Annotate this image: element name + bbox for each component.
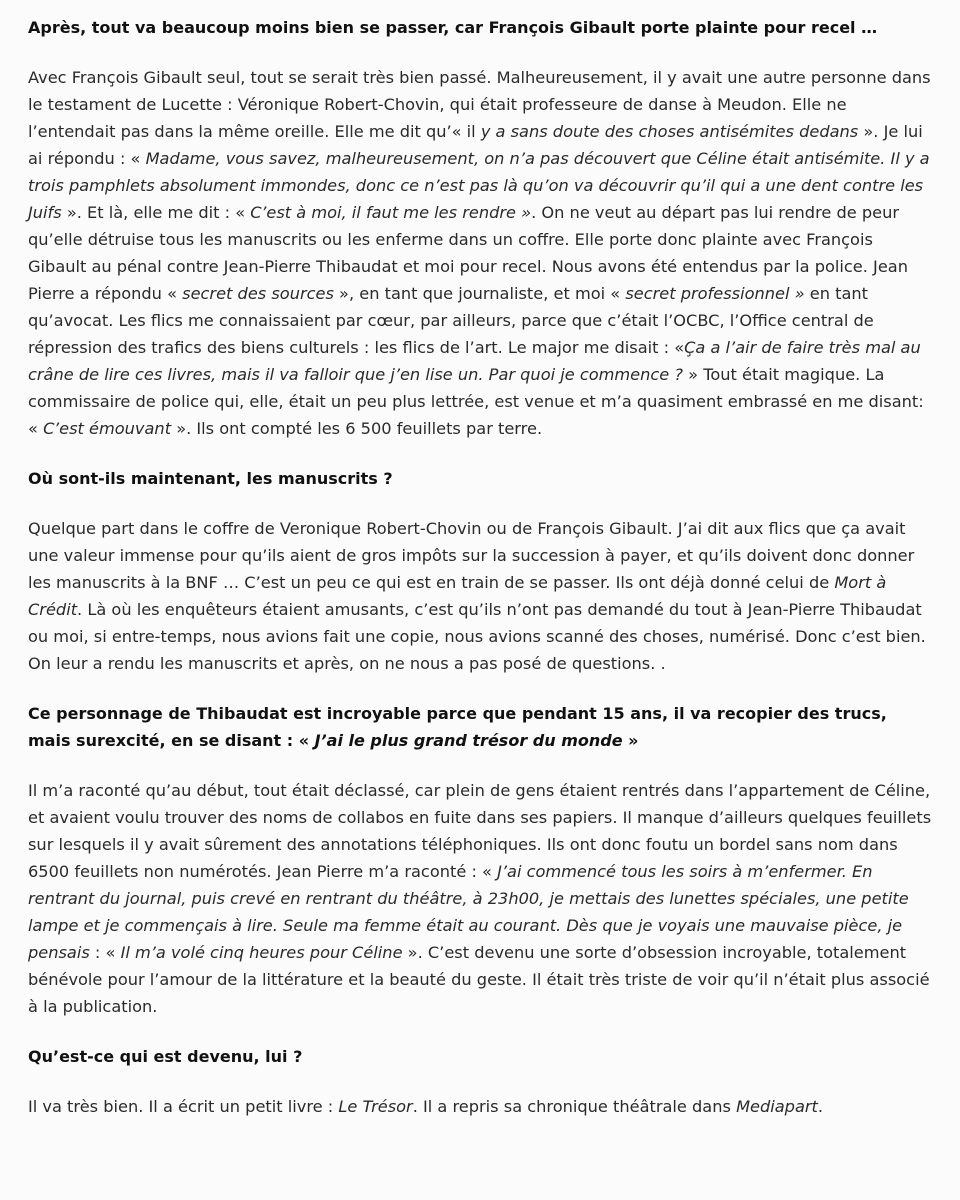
quote-text: J’ai commencé tous les soirs à m’enfermer. En rentrant du journal, puis crevé en rentrant du théâtre, à 23h00, je mettais des lunettes spéciales, une petite lampe et je commençais à lire. Seule ma femme était au courant. Dès que je voyais une mauvaise pièce, je pensais — [28, 862, 909, 962]
quote-text: Madame, vous savez, malheureusement, on n’a pas découvert que Céline était antisémite. Il y a trois pamphlets absolument immondes, donc ce n’est pas là qu’on va découvrir qu’il qui a une dent contre les Juifs — [28, 149, 930, 222]
interview-answer-3 — [28, 777, 932, 1020]
question-text: Ce personnage de Thibaudat est incroyable parce que pendant 15 ans, il va recopier des trucs, mais surexcité, en se disant : « — [28, 704, 887, 750]
answer-text: ». Ils ont compté les 6 500 feuillets par terre. — [171, 419, 543, 438]
interview-answer-4 — [28, 1093, 932, 1120]
answer-text: Avec François Gibault seul, tout se serait très bien passé. Malheureusement, il y avait une autre personne dans le testament de Lucette : Véronique Robert-Chovin, qui était professeure de danse à Meudon. Elle ne l’entendait pas dans la même oreille. Elle me dit qu’« il — [28, 68, 931, 141]
quote-text: J’ai le plus grand trésor du monde — [314, 731, 623, 750]
interview-question-1 — [28, 14, 932, 41]
interview-answer-2 — [28, 515, 932, 677]
publication-name: Mediapart — [736, 1097, 818, 1116]
answer-text: Il m’a raconté qu’au début, tout était déclassé, car plein de gens étaient rentrés dans l’appartement de Céline, et avaient voulu trouver des noms de collabos en fuite dans ses papiers. Il manque d’ailleurs quelques feuillets sur lesquels il y avait sûrement des annotations téléphoniques. Ils ont donc foutu un bordel sans nom dans 6500 feuillets non numérotés. Jean Pierre m’a raconté : « — [28, 781, 932, 881]
question-text: Après, tout va beaucoup moins bien se passer, car François Gibault porte plainte pour recel … — [28, 18, 878, 37]
answer-text: : « — [89, 943, 121, 962]
answer-text: », en tant que journaliste, et moi « — [333, 284, 626, 303]
question-text: Qu’est-ce qui est devenu, lui ? — [28, 1047, 303, 1066]
quote-text: y a sans doute des choses antisémites dedans — [480, 122, 859, 141]
question-text: » — [622, 731, 639, 750]
interview-question-2 — [28, 465, 932, 492]
answer-text: ». Et là, elle me dit : « — [61, 203, 251, 222]
quote-text: secret des sources — [182, 284, 334, 303]
answer-text: Quelque part dans le coffre de Veronique Robert-Chovin ou de François Gibault. J’ai dit aux flics que ça avait une valeur immense pour qu’ils aient de gros impôts sur la succession à payer, et qu’ils doivent donc donner les manuscrits à la BNF … C’est un peu ce qui est en train de se passer. Ils ont déjà donné celui de — [28, 519, 915, 592]
book-title: Le Trésor — [338, 1097, 413, 1116]
answer-text: ». C’est devenu une sorte d’obsession incroyable, totalement bénévole pour l’amour de la littérature et la beauté du geste. Il était très triste de voir qu’il n’était plus associé à la publication. — [28, 943, 930, 1016]
answer-text: . Il a repris sa chronique théâtrale dans — [412, 1097, 737, 1116]
interview-question-4 — [28, 1043, 932, 1070]
quote-text: C’est à moi, il faut me les rendre » — [250, 203, 532, 222]
quote-text: C’est émouvant — [43, 419, 172, 438]
question-text: Où sont-ils maintenant, les manuscrits ? — [28, 469, 393, 488]
book-title: Mort à Crédit — [28, 573, 887, 619]
answer-text: . On ne veut au départ pas lui rendre de peur qu’elle détruise tous les manuscrits ou les enferme dans un coffre. Elle porte donc plainte avec François Gibault au pénal contre Jean-Pierre Thibaudat et moi pour recel. Nous avons été entendus par la police. Jean Pierre a répondu « — [28, 203, 908, 303]
answer-text: ». Je lui ai répondu : « — [28, 122, 923, 168]
quote-text: Il m’a volé cinq heures pour Céline — [120, 943, 403, 962]
quote-text: Ça a l’air de faire très mal au crâne de lire ces livres, mais il va falloir que j’en lise un. Par quoi je commence ? — [28, 338, 921, 384]
interview-question-3 — [28, 700, 932, 754]
quote-text: secret professionnel » — [625, 284, 805, 303]
answer-text: Il va très bien. Il a écrit un petit livre : — [28, 1097, 339, 1116]
interview-answer-1 — [28, 64, 932, 442]
answer-text: . — [817, 1097, 824, 1116]
answer-text: » Tout était magique. La commissaire de police qui, elle, était un peu plus lettrée, est venue et m’a quasiment embrassé en me disant: « — [28, 365, 924, 438]
answer-text: en tant qu’avocat. Les flics me connaissaient par cœur, par ailleurs, parce que c’était l’OCBC, l’Office central de répression des trafics des biens culturels : les flics de l’art. Le major me disait : « — [28, 284, 874, 357]
answer-text: . Là où les enquêteurs étaient amusants, c’est qu’ils n’ont pas demandé du tout à Jean-Pierre Thibaudat ou moi, si entre-temps, nous avions fait une copie, nous avions scanné des choses, numérisé. Donc c’est bien. On leur a rendu les manuscrits et après, on ne nous a pas posé de questions. . — [28, 600, 926, 673]
